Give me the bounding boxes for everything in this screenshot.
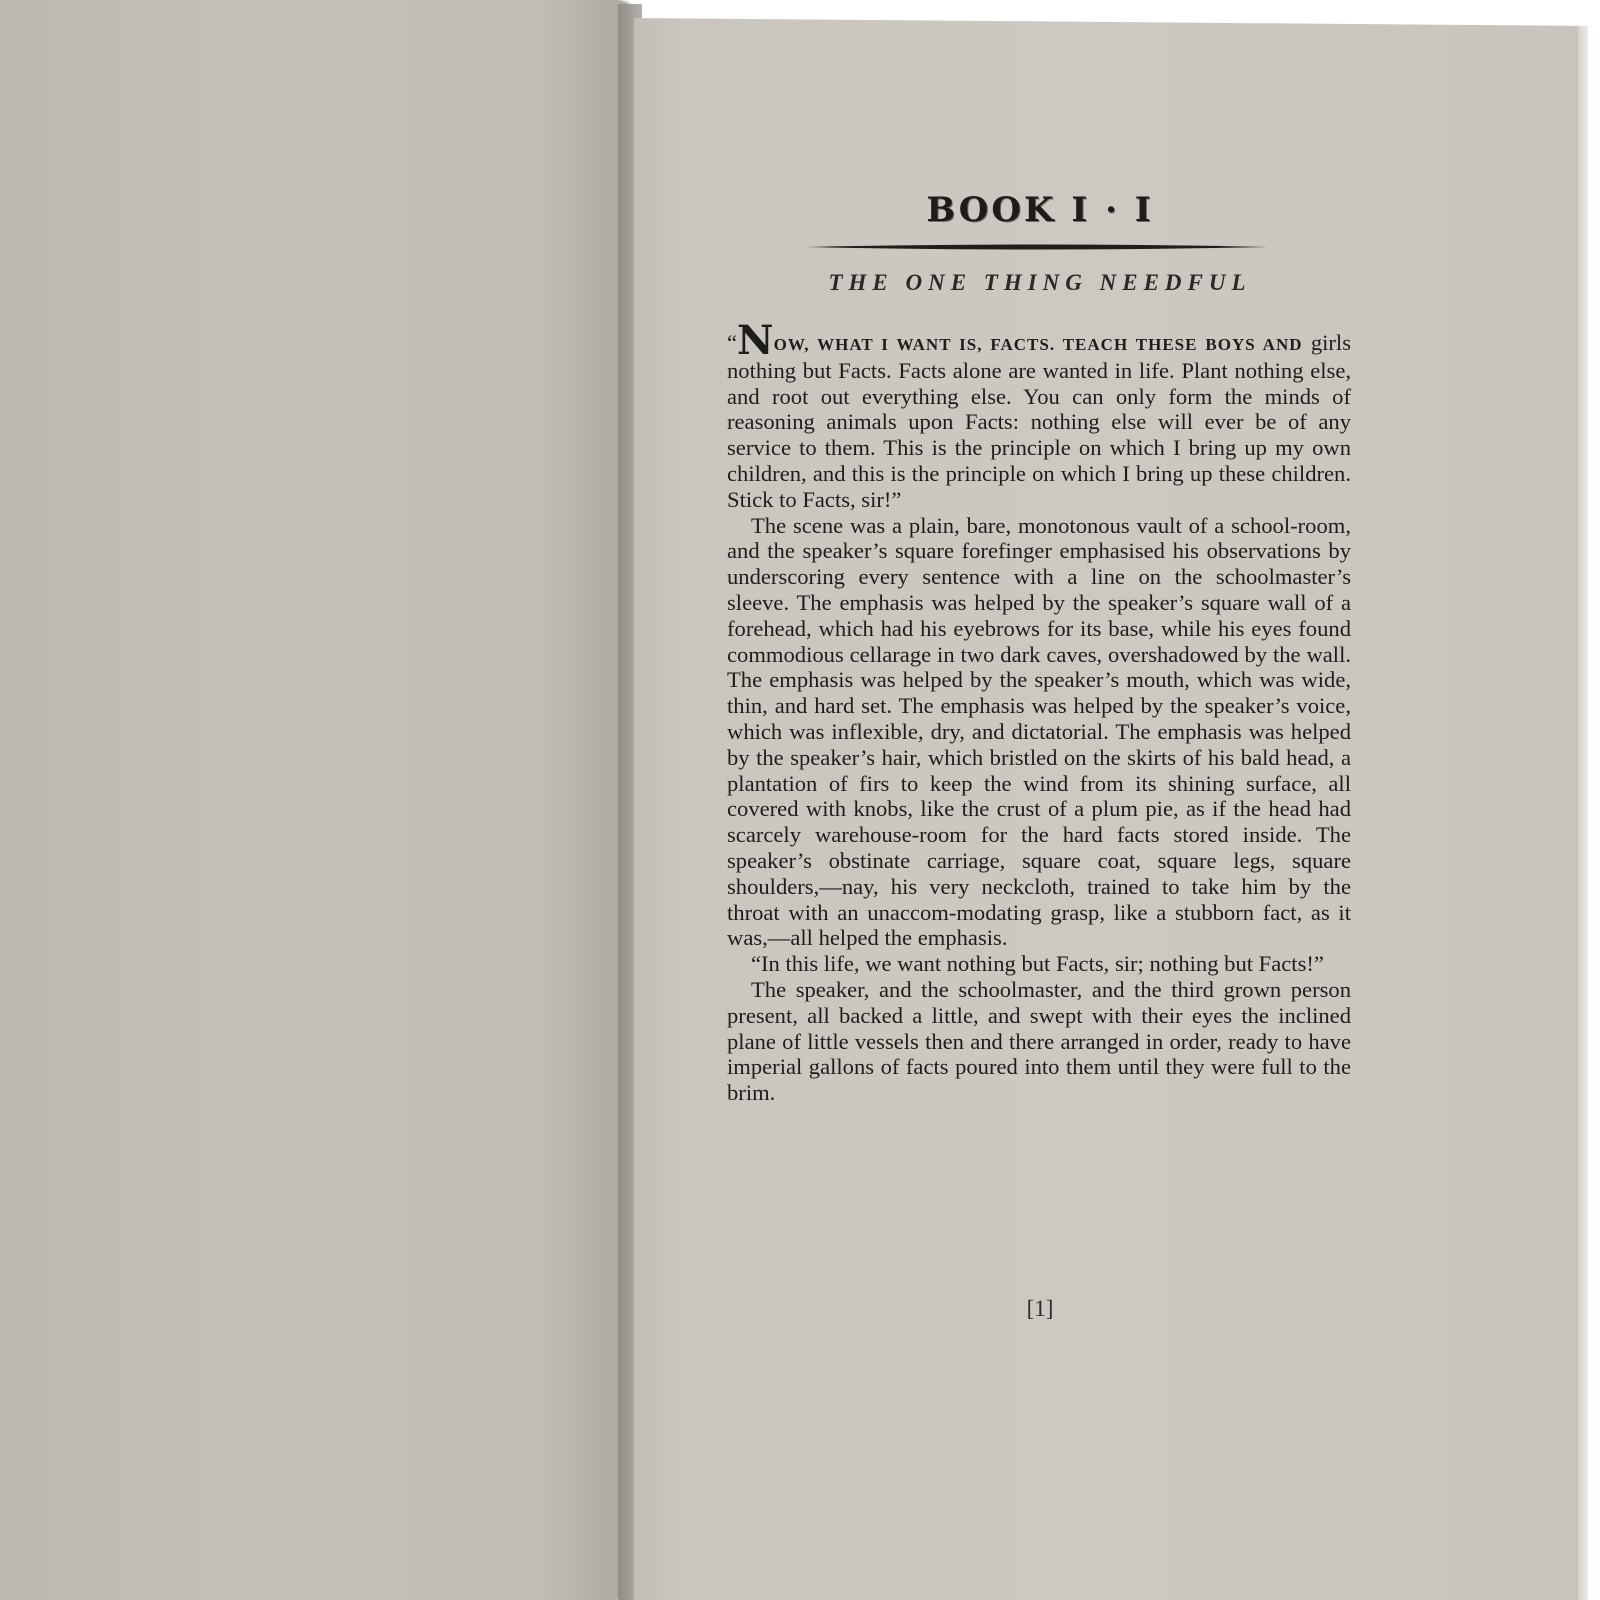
opening-rest: girls nothing but Facts. Facts alone are wanted in life. Plant nothing else, and root out everything else. You can only form the minds of reasoning animals upon Facts: nothing else will ever be of any service to them. This is the principle on which I bring up my own children, and this is the principle on which I bring up these children. Stick to Facts, sir!” bbox=[727, 330, 1351, 512]
heading-rule bbox=[806, 243, 1268, 251]
opening-paragraph bbox=[727, 317, 1351, 513]
left-blank-page bbox=[0, 0, 638, 1600]
paragraph-scene: The scene was a plain, bare, monotonous vault of a school-room, and the speaker’s square forefinger emphasised his observations by underscoring every sentence with a line on the schoolmaster’s sleeve. The emphasis was helped by the speaker’s square wall of a forehead, which had his eyebrows for its base, while his eyes found commodious cellarage in two dark caves, overshadowed by the wall. The emphasis was helped by the speaker’s mouth, which was wide, thin, and hard set. The emphasis was helped by the speaker’s voice, which was inflexible, dry, and dictatorial. The emphasis was helped by the speaker’s hair, which bristled on the skirts of his bald head, a plantation of firs to keep the wind from its shining surface, all covered with knobs, like the crust of a plum pie, as if the head had scarcely warehouse-room for the hard facts stored inside. The speaker’s obstinate carriage, square coat, square legs, square shoulders,—nay, his very neckcloth, trained to take him by the throat with an unaccom-modating grasp, like a stubborn fact, as it was,—all helped the emphasis. bbox=[727, 512, 1351, 951]
page-edge bbox=[1578, 26, 1588, 1600]
paragraph-quote: “In this life, we want nothing but Facts, sir; nothing but Facts!” bbox=[751, 951, 1324, 977]
open-quote: “ bbox=[727, 330, 738, 355]
paragraph-speaker: The speaker, and the schoolmaster, and the third grown person present, all backed a little, and swept with their eyes the inclined plane of little vessels then and there arranged in order, ready to have imperial gallons of facts poured into them until they were full to the brim. bbox=[727, 976, 1351, 1106]
chapter-subtitle: THE ONE THING NEEDFUL bbox=[828, 270, 1252, 295]
chapter-text bbox=[727, 317, 1351, 1106]
drop-cap: N bbox=[737, 317, 774, 364]
chapter-heading: BOOK I · I bbox=[926, 190, 1154, 230]
page-number: [1] bbox=[1026, 1296, 1054, 1321]
opening-smallcaps: OW, WHAT I WANT IS, FACTS. TEACH THESE BOYS AND bbox=[773, 335, 1303, 354]
